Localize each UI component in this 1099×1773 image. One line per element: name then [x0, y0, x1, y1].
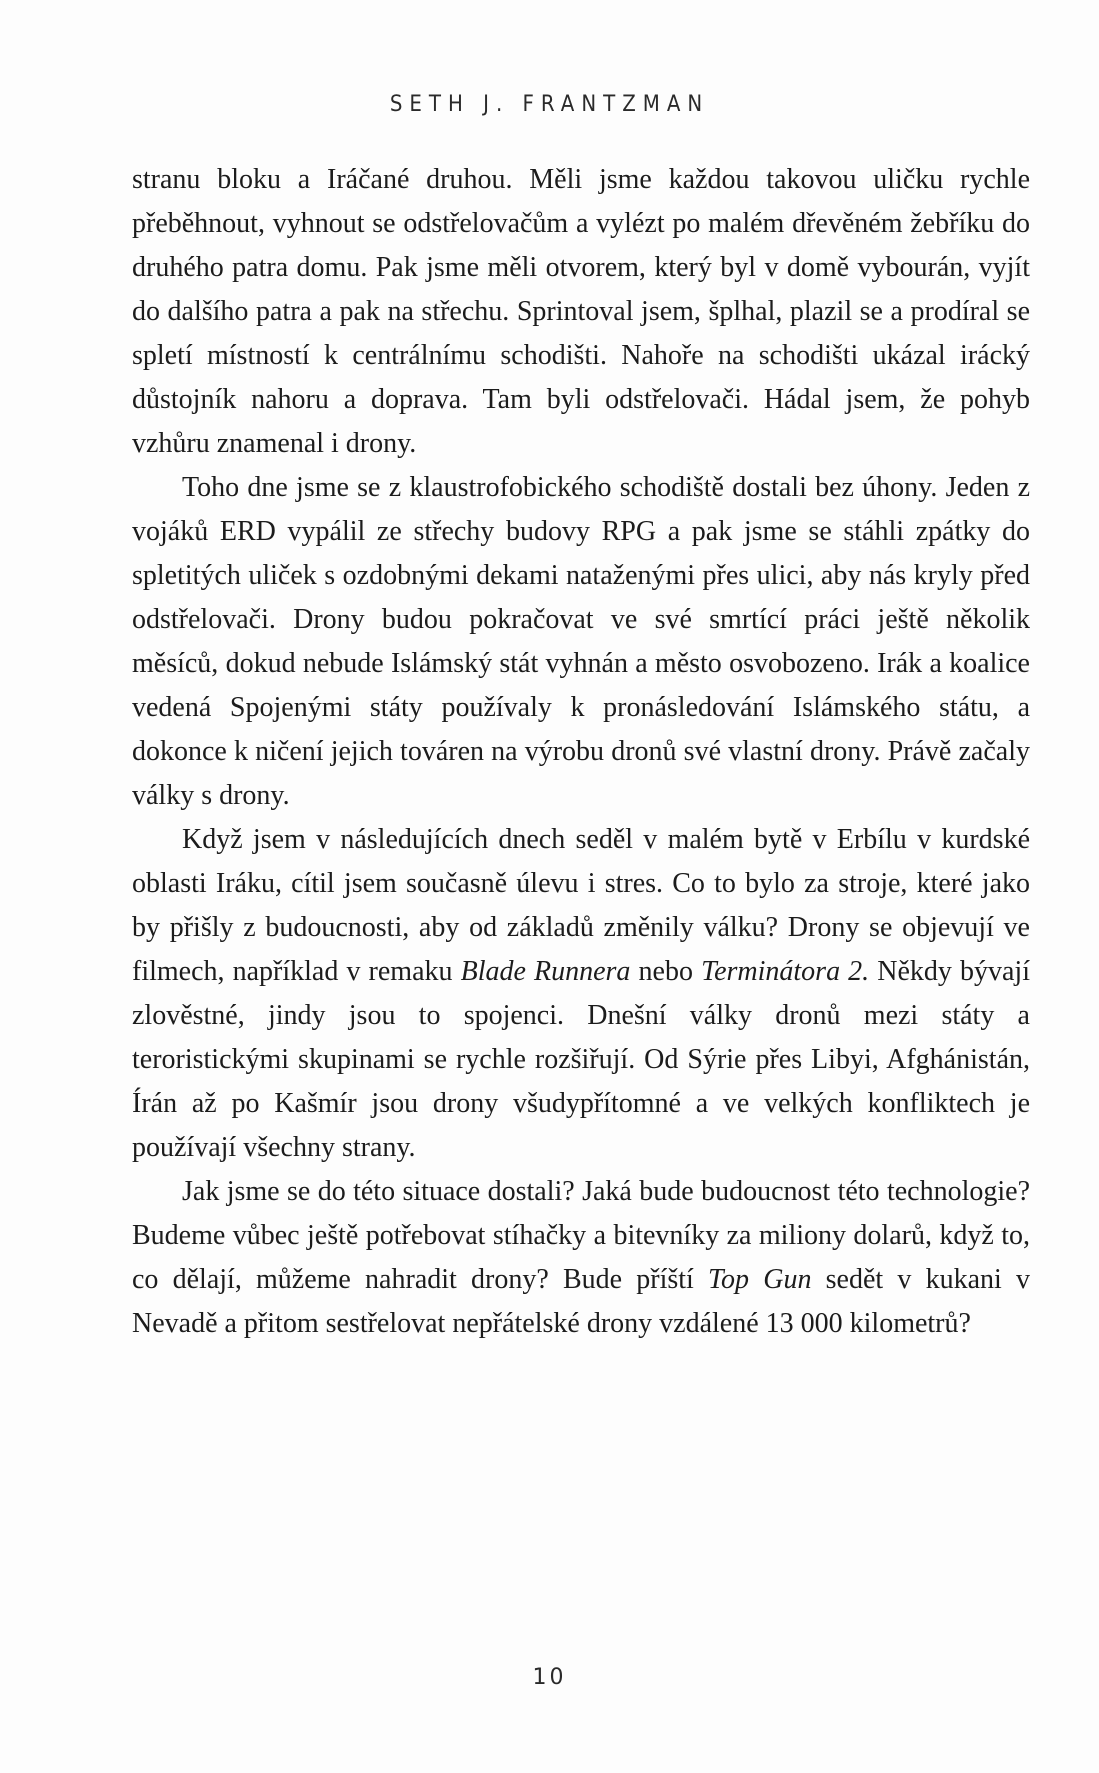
italic-title: Terminátora 2. [701, 956, 870, 987]
paragraph-text: sedět v kukani v Nevadě a přitom sestřelovat nepřátelské drony vzdálené 13 000 kilometrů? [132, 1264, 1030, 1339]
paragraph-text: Toho dne jsme se z klaustrofobického schodiště dostali bez úhony. Jeden z vojáků ERD vypálil ze střechy budovy RPG a pak jsme se stáhli zpátky do spletitých uliček s ozdobnými dekami nataženými přes ulici, aby nás kryly před odstřelovači. Drony budou pokračovat ve své smrtící práci ještě několik měsíců, dokud nebude Islámský stát vyhnán a město osvobozeno. Irák a koalice vedená Spojenými státy používaly k pronásledování Islámského státu, a dokonce k ničení jejich továren na výrobu dronů své vlastní drony. Právě začaly války s drony. [132, 472, 1030, 811]
paragraph-4 [132, 1170, 1030, 1346]
page-number: 10 [532, 1665, 567, 1690]
paragraph-text: Když jsem v následujících dnech seděl v malém bytě v Erbílu v kurdské oblasti Iráku, cítil jsem současně úlevu i stres. Co to bylo za stroje, které jako by přišly z budoucnosti, aby od základů změnily válku? Drony se objevují ve filmech, například v remaku [132, 824, 1030, 987]
paragraph-text: stranu bloku a Iráčané druhou. Měli jsme každou takovou uličku rychle přeběhnout, vyhnout se odstřelovačům a vylézt po malém dřevěném žebříku do druhého patra domu. Pak jsme měli otvorem, který byl v domě vybourán, vyjít do dalšího patra a pak na střechu. Sprintoval jsem, šplhal, plazil se a prodíral se spletí místností k centrálnímu schodišti. Nahoře na schodišti ukázal irácký důstojník nahoru a doprava. Tam byli odstřelovači. Hádal jsem, že pohyb vzhůru znamenal i drony. [132, 164, 1030, 459]
paragraph-text: nebo [630, 956, 702, 987]
paragraph-text: Někdy bývají zlověstné, jindy jsou to spojenci. Dnešní války dronů mezi státy a teroristickými skupinami se rychle rozšiřují. Od Sýrie přes Libyi, Afghánistán, Írán až po Kašmír jsou drony všudypřítomné a ve velkých konfliktech je používají všechny strany. [132, 956, 1030, 1163]
paragraph-2 [132, 466, 1030, 818]
body-text [132, 158, 1030, 1346]
paragraph-1 [132, 158, 1030, 466]
italic-title: Blade Runnera [460, 956, 631, 987]
paragraph-3 [132, 818, 1030, 1170]
paragraph-text: Jak jsme se do této situace dostali? Jaká bude budoucnost této technologie? Budeme vůbec ještě potřebovat stíhačky a bitevníky za miliony dolarů, když to, co dělají, můžeme nahradit drony? Bude příští [132, 1176, 1030, 1295]
running-head: SETH J. FRANTZMAN [389, 92, 710, 117]
italic-title: Top Gun [708, 1264, 812, 1295]
